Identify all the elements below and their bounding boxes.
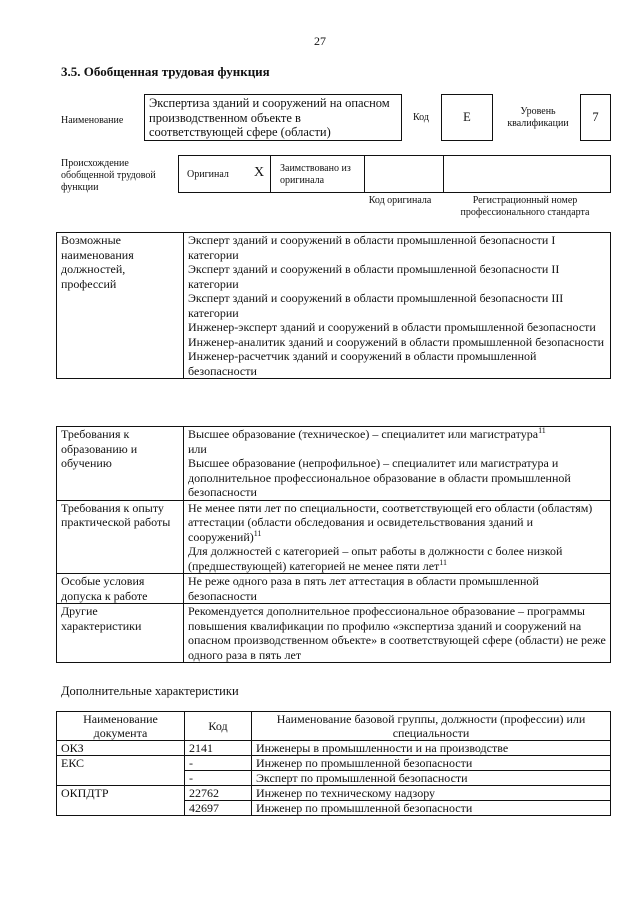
origin-label: Происхождение обобщенной трудовой функции xyxy=(61,158,156,193)
function-name-value: Экспертиза зданий и сооружений на опасном производственном объекте в соответствующей сфере (области) xyxy=(149,96,390,139)
req-label: Требования к образованию и обучению xyxy=(57,427,184,501)
additional-title: Дополнительные характеристики xyxy=(61,684,239,698)
row-code: 2141 xyxy=(185,741,252,756)
table-row xyxy=(57,427,611,501)
row-doc: ОКПДТР xyxy=(57,786,185,816)
divider xyxy=(443,155,444,193)
section-title: 3.5. Обобщенная трудовая функция xyxy=(61,64,270,79)
list-item: Инженер-эксперт зданий и сооружений в области промышленной безопасности xyxy=(188,320,596,334)
req-value: Не реже одного раза в пять лет аттестация в области промышленной безопасности xyxy=(184,574,611,604)
row-name: Инженер по промышленной безопасности xyxy=(252,801,611,816)
level-value: 7 xyxy=(592,110,599,124)
row-code: - xyxy=(185,756,252,771)
req-line: Высшее образование (непрофильное) – специалитет или магистратура и дополнительное профессиональное образование в области промышленной безопасности xyxy=(188,456,571,499)
req-line: Не менее пяти лет по специальности, соответствующей его области (областям) аттестации (области обследования и освидетельствования зданий и сооружений) xyxy=(188,500,593,544)
level-label: Уровень квалификации xyxy=(507,106,569,129)
list-item: Эксперт зданий и сооружений в области промышленной безопасности II категории xyxy=(188,262,560,291)
reg-number-caption: Регистрационный номер профессионального стандарта xyxy=(460,195,590,218)
table-row xyxy=(57,604,611,663)
list-item: Эксперт зданий и сооружений в области промышленной безопасности I категории xyxy=(188,233,556,262)
table-row xyxy=(57,574,611,604)
original-label: Оригинал xyxy=(187,169,229,180)
row-doc: ЕКС xyxy=(57,756,185,786)
list-item: Инженер-расчетчик зданий и сооружений в области промышленной безопасности xyxy=(188,349,537,378)
footnote-mark: 11 xyxy=(439,557,447,567)
divider xyxy=(364,155,365,193)
page-number: 27 xyxy=(314,34,326,48)
borrowed-label: Заимствовано из оригинала xyxy=(280,163,351,186)
row-doc: ОКЗ xyxy=(57,741,185,756)
req-value xyxy=(184,427,611,501)
table-row xyxy=(57,233,611,379)
req-label: Другие характеристики xyxy=(57,604,184,663)
code-label: Код xyxy=(413,112,429,123)
table-row xyxy=(57,741,611,756)
list-item: Эксперт зданий и сооружений в области промышленной безопасности III категории xyxy=(188,291,564,320)
table-header xyxy=(57,712,611,741)
row-name: Инженеры в промышленности и на производстве xyxy=(252,741,611,756)
positions-label: Возможные наименования должностей, профессий xyxy=(57,233,184,379)
header-name: Наименование базовой группы, должности (профессии) или специальности xyxy=(252,712,611,741)
req-value xyxy=(184,500,611,574)
table-row xyxy=(57,786,611,801)
footnote-mark: 11 xyxy=(538,426,546,435)
row-name: Инженер по техническому надзору xyxy=(252,786,611,801)
level-box xyxy=(580,94,611,141)
requirements-table xyxy=(56,426,611,663)
row-code: 42697 xyxy=(185,801,252,816)
header-code: Код xyxy=(185,712,252,741)
positions-table xyxy=(56,232,611,379)
req-value: Рекомендуется дополнительное профессиональное образование – программы повышения квалификации по профилю «экспертиза зданий и сооружений на опасном производственном объекте» в соответствующей сфере (области) не реже одного раза в пять лет xyxy=(184,604,611,663)
divider xyxy=(270,155,271,193)
req-line: или xyxy=(188,441,207,456)
req-label: Требования к опыту практической работы xyxy=(57,500,184,574)
table-row xyxy=(57,756,611,771)
origin-box xyxy=(178,155,611,193)
function-name-box xyxy=(144,94,402,141)
req-line: Высшее образование (техническое) – специалитет или магистратура xyxy=(188,427,539,441)
additional-table xyxy=(56,711,611,816)
req-label: Особые условия допуска к работе xyxy=(57,574,184,604)
table-row xyxy=(57,500,611,574)
function-code-box xyxy=(441,94,493,141)
row-code: 22762 xyxy=(185,786,252,801)
list-item: Инженер-аналитик зданий и сооружений в области промышленной безопасности xyxy=(188,334,605,349)
footnote-mark: 11 xyxy=(253,528,262,538)
name-label: Наименование xyxy=(61,115,124,126)
function-code-value: E xyxy=(463,110,471,124)
header-doc: Наименование документа xyxy=(57,712,185,741)
row-code: - xyxy=(185,771,252,786)
req-line: Для должностей с категорией – опыт работы в должности с более низкой (предшествующей) категорией не менее пяти лет xyxy=(188,544,563,573)
row-name: Эксперт по промышленной безопасности xyxy=(252,771,611,786)
positions-list xyxy=(184,233,611,379)
row-name: Инженер по промышленной безопасности xyxy=(252,756,611,771)
code-original-caption: Код оригинала xyxy=(368,195,432,206)
original-mark: X xyxy=(254,165,265,180)
